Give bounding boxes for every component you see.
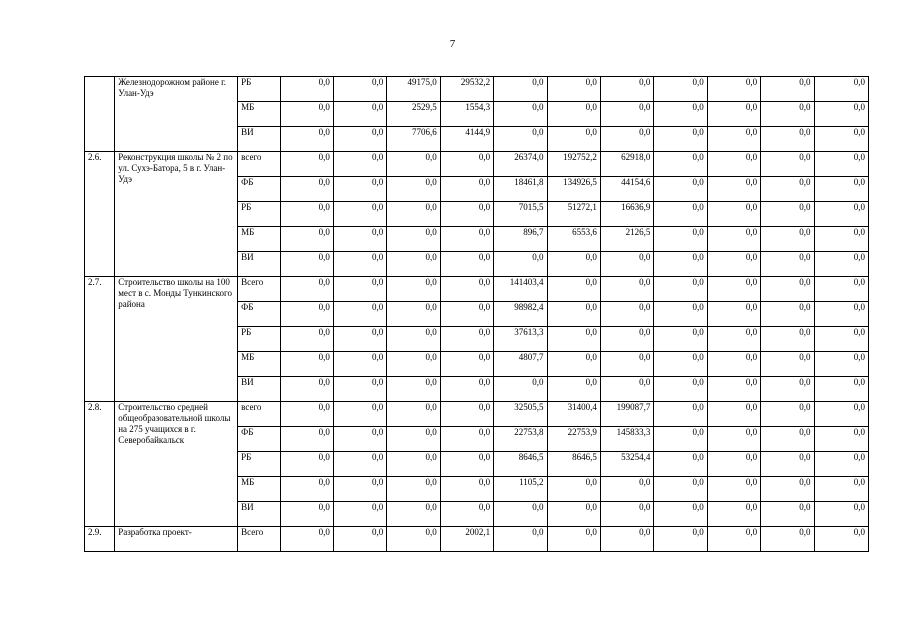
amount-cell: 22753,8 bbox=[494, 427, 547, 452]
amount-cell: 0,0 bbox=[761, 477, 814, 502]
amount-cell: 0,0 bbox=[814, 527, 868, 552]
funding-source: всего bbox=[238, 152, 281, 177]
amount-cell: 0,0 bbox=[814, 177, 868, 202]
amount-cell: 0,0 bbox=[440, 452, 493, 477]
table-row bbox=[85, 77, 869, 102]
amount-cell: 0,0 bbox=[387, 327, 440, 352]
amount-cell: 1105,2 bbox=[494, 477, 547, 502]
amount-cell: 0,0 bbox=[547, 302, 600, 327]
amount-cell: 0,0 bbox=[707, 527, 760, 552]
amount-cell: 0,0 bbox=[387, 202, 440, 227]
amount-cell: 0,0 bbox=[281, 102, 333, 127]
amount-cell: 0,0 bbox=[547, 502, 600, 527]
amount-cell: 0,0 bbox=[707, 102, 760, 127]
amount-cell: 0,0 bbox=[333, 377, 386, 402]
amount-cell: 37613,3 bbox=[494, 327, 547, 352]
amount-cell: 0,0 bbox=[281, 127, 333, 152]
amount-cell: 0,0 bbox=[600, 502, 653, 527]
amount-cell: 0,0 bbox=[333, 477, 386, 502]
funding-source: ВИ bbox=[238, 502, 281, 527]
amount-cell: 0,0 bbox=[707, 327, 760, 352]
amount-cell: 0,0 bbox=[761, 327, 814, 352]
amount-cell: 8646,5 bbox=[494, 452, 547, 477]
amount-cell: 0,0 bbox=[494, 127, 547, 152]
amount-cell: 0,0 bbox=[707, 252, 760, 277]
amount-cell: 0,0 bbox=[440, 402, 493, 427]
amount-cell: 2529,5 bbox=[387, 102, 440, 127]
amount-cell: 0,0 bbox=[547, 252, 600, 277]
amount-cell: 0,0 bbox=[440, 302, 493, 327]
amount-cell: 0,0 bbox=[814, 152, 868, 177]
amount-cell: 0,0 bbox=[281, 302, 333, 327]
amount-cell: 0,0 bbox=[494, 377, 547, 402]
item-name: Реконструкция школы № 2 по ул. Сухэ-Батора, 5 в г. Улан-Удэ bbox=[115, 152, 238, 277]
amount-cell: 0,0 bbox=[707, 352, 760, 377]
funding-source: МБ bbox=[238, 477, 281, 502]
amount-cell: 0,0 bbox=[600, 327, 653, 352]
amount-cell: 0,0 bbox=[440, 477, 493, 502]
amount-cell: 192752,2 bbox=[547, 152, 600, 177]
amount-cell: 0,0 bbox=[333, 152, 386, 177]
amount-cell: 0,0 bbox=[600, 77, 653, 102]
amount-cell: 0,0 bbox=[387, 302, 440, 327]
amount-cell: 0,0 bbox=[761, 227, 814, 252]
amount-cell: 51272,1 bbox=[547, 202, 600, 227]
amount-cell: 0,0 bbox=[547, 377, 600, 402]
amount-cell: 0,0 bbox=[814, 302, 868, 327]
item-number: 2.9. bbox=[85, 527, 115, 552]
amount-cell: 0,0 bbox=[333, 102, 386, 127]
amount-cell: 0,0 bbox=[761, 502, 814, 527]
amount-cell: 0,0 bbox=[547, 527, 600, 552]
amount-cell: 0,0 bbox=[333, 127, 386, 152]
amount-cell: 0,0 bbox=[281, 177, 333, 202]
amount-cell: 0,0 bbox=[281, 77, 333, 102]
amount-cell: 0,0 bbox=[281, 377, 333, 402]
amount-cell: 0,0 bbox=[654, 452, 707, 477]
funding-source: МБ bbox=[238, 352, 281, 377]
amount-cell: 0,0 bbox=[707, 227, 760, 252]
funding-source: РБ bbox=[238, 327, 281, 352]
funding-source: РБ bbox=[238, 77, 281, 102]
amount-cell: 0,0 bbox=[707, 152, 760, 177]
amount-cell: 0,0 bbox=[387, 352, 440, 377]
amount-cell: 0,0 bbox=[761, 302, 814, 327]
amount-cell: 29532,2 bbox=[440, 77, 493, 102]
funding-source: РБ bbox=[238, 202, 281, 227]
amount-cell: 199087,7 bbox=[600, 402, 653, 427]
funding-source: всего bbox=[238, 402, 281, 427]
amount-cell: 0,0 bbox=[494, 77, 547, 102]
funding-source: ФБ bbox=[238, 302, 281, 327]
amount-cell: 0,0 bbox=[547, 352, 600, 377]
amount-cell: 0,0 bbox=[333, 327, 386, 352]
amount-cell: 0,0 bbox=[654, 477, 707, 502]
amount-cell: 0,0 bbox=[440, 177, 493, 202]
amount-cell: 0,0 bbox=[547, 327, 600, 352]
amount-cell: 0,0 bbox=[814, 352, 868, 377]
amount-cell: 0,0 bbox=[600, 277, 653, 302]
amount-cell: 0,0 bbox=[281, 352, 333, 377]
amount-cell: 0,0 bbox=[600, 252, 653, 277]
amount-cell: 0,0 bbox=[333, 452, 386, 477]
amount-cell: 0,0 bbox=[440, 152, 493, 177]
amount-cell: 0,0 bbox=[281, 277, 333, 302]
amount-cell: 8646,5 bbox=[547, 452, 600, 477]
amount-cell: 0,0 bbox=[814, 127, 868, 152]
amount-cell: 0,0 bbox=[654, 127, 707, 152]
amount-cell: 7706,6 bbox=[387, 127, 440, 152]
amount-cell: 44154,6 bbox=[600, 177, 653, 202]
amount-cell: 0,0 bbox=[761, 177, 814, 202]
item-name: Разработка проект- bbox=[115, 527, 238, 552]
amount-cell: 0,0 bbox=[654, 352, 707, 377]
amount-cell: 0,0 bbox=[761, 402, 814, 427]
amount-cell: 0,0 bbox=[707, 452, 760, 477]
amount-cell: 0,0 bbox=[654, 402, 707, 427]
amount-cell: 0,0 bbox=[440, 252, 493, 277]
amount-cell: 0,0 bbox=[333, 177, 386, 202]
funding-source: МБ bbox=[238, 227, 281, 252]
amount-cell: 0,0 bbox=[494, 527, 547, 552]
amount-cell: 0,0 bbox=[654, 202, 707, 227]
funding-source: ФБ bbox=[238, 427, 281, 452]
amount-cell: 0,0 bbox=[707, 127, 760, 152]
amount-cell: 0,0 bbox=[600, 477, 653, 502]
amount-cell: 1554,3 bbox=[440, 102, 493, 127]
item-number: 2.8. bbox=[85, 402, 115, 527]
amount-cell: 0,0 bbox=[814, 427, 868, 452]
amount-cell: 0,0 bbox=[600, 127, 653, 152]
amount-cell: 0,0 bbox=[547, 477, 600, 502]
amount-cell: 0,0 bbox=[814, 102, 868, 127]
amount-cell: 0,0 bbox=[600, 302, 653, 327]
amount-cell: 0,0 bbox=[281, 527, 333, 552]
amount-cell: 0,0 bbox=[281, 152, 333, 177]
amount-cell: 0,0 bbox=[281, 427, 333, 452]
amount-cell: 0,0 bbox=[814, 77, 868, 102]
amount-cell: 0,0 bbox=[494, 102, 547, 127]
amount-cell: 0,0 bbox=[600, 352, 653, 377]
amount-cell: 0,0 bbox=[387, 402, 440, 427]
funding-source: Всего bbox=[238, 277, 281, 302]
table-row bbox=[85, 277, 869, 302]
amount-cell: 0,0 bbox=[654, 277, 707, 302]
amount-cell: 0,0 bbox=[600, 527, 653, 552]
amount-cell: 0,0 bbox=[281, 402, 333, 427]
amount-cell: 0,0 bbox=[281, 327, 333, 352]
amount-cell: 31400,4 bbox=[547, 402, 600, 427]
amount-cell: 0,0 bbox=[707, 277, 760, 302]
funding-source: ВИ bbox=[238, 377, 281, 402]
amount-cell: 0,0 bbox=[707, 77, 760, 102]
amount-cell: 2002,1 bbox=[440, 527, 493, 552]
amount-cell: 0,0 bbox=[281, 477, 333, 502]
amount-cell: 141403,4 bbox=[494, 277, 547, 302]
amount-cell: 0,0 bbox=[547, 127, 600, 152]
amount-cell: 0,0 bbox=[654, 77, 707, 102]
amount-cell: 0,0 bbox=[761, 202, 814, 227]
amount-cell: 0,0 bbox=[494, 502, 547, 527]
amount-cell: 0,0 bbox=[761, 127, 814, 152]
amount-cell: 0,0 bbox=[387, 277, 440, 302]
amount-cell: 0,0 bbox=[707, 202, 760, 227]
amount-cell: 0,0 bbox=[814, 502, 868, 527]
amount-cell: 0,0 bbox=[333, 352, 386, 377]
amount-cell: 22753,9 bbox=[547, 427, 600, 452]
amount-cell: 0,0 bbox=[440, 227, 493, 252]
item-number: 2.7. bbox=[85, 277, 115, 402]
amount-cell: 6553,6 bbox=[547, 227, 600, 252]
amount-cell: 0,0 bbox=[654, 427, 707, 452]
amount-cell: 0,0 bbox=[387, 177, 440, 202]
amount-cell: 0,0 bbox=[440, 327, 493, 352]
amount-cell: 0,0 bbox=[814, 402, 868, 427]
amount-cell: 0,0 bbox=[281, 252, 333, 277]
amount-cell: 32505,5 bbox=[494, 402, 547, 427]
funding-source: ВИ bbox=[238, 252, 281, 277]
amount-cell: 0,0 bbox=[387, 452, 440, 477]
amount-cell: 0,0 bbox=[654, 327, 707, 352]
amount-cell: 0,0 bbox=[814, 202, 868, 227]
amount-cell: 0,0 bbox=[707, 402, 760, 427]
amount-cell: 0,0 bbox=[814, 327, 868, 352]
amount-cell: 0,0 bbox=[654, 252, 707, 277]
amount-cell: 0,0 bbox=[654, 302, 707, 327]
amount-cell: 0,0 bbox=[761, 252, 814, 277]
amount-cell: 0,0 bbox=[707, 377, 760, 402]
amount-cell: 0,0 bbox=[333, 277, 386, 302]
amount-cell: 0,0 bbox=[761, 377, 814, 402]
amount-cell: 0,0 bbox=[654, 502, 707, 527]
amount-cell: 0,0 bbox=[440, 202, 493, 227]
amount-cell: 0,0 bbox=[600, 377, 653, 402]
amount-cell: 62918,0 bbox=[600, 152, 653, 177]
amount-cell: 0,0 bbox=[761, 527, 814, 552]
amount-cell: 0,0 bbox=[387, 152, 440, 177]
amount-cell: 0,0 bbox=[707, 302, 760, 327]
amount-cell: 0,0 bbox=[333, 502, 386, 527]
amount-cell: 134926,5 bbox=[547, 177, 600, 202]
amount-cell: 16636,9 bbox=[600, 202, 653, 227]
funding-source: Всего bbox=[238, 527, 281, 552]
amount-cell: 0,0 bbox=[333, 427, 386, 452]
amount-cell: 0,0 bbox=[494, 252, 547, 277]
budget-table bbox=[84, 76, 869, 552]
amount-cell: 0,0 bbox=[600, 102, 653, 127]
amount-cell: 0,0 bbox=[387, 427, 440, 452]
amount-cell: 98982,4 bbox=[494, 302, 547, 327]
amount-cell: 0,0 bbox=[387, 377, 440, 402]
item-name: Строительство школы на 100 мест в с. Монды Тункинского района bbox=[115, 277, 238, 402]
amount-cell: 4144,9 bbox=[440, 127, 493, 152]
funding-source: МБ bbox=[238, 102, 281, 127]
amount-cell: 0,0 bbox=[707, 477, 760, 502]
amount-cell: 0,0 bbox=[281, 452, 333, 477]
amount-cell: 0,0 bbox=[387, 527, 440, 552]
amount-cell: 0,0 bbox=[814, 377, 868, 402]
amount-cell: 0,0 bbox=[333, 227, 386, 252]
amount-cell: 0,0 bbox=[654, 102, 707, 127]
amount-cell: 0,0 bbox=[440, 352, 493, 377]
amount-cell: 18461,8 bbox=[494, 177, 547, 202]
amount-cell: 0,0 bbox=[654, 377, 707, 402]
amount-cell: 0,0 bbox=[761, 352, 814, 377]
amount-cell: 0,0 bbox=[707, 177, 760, 202]
amount-cell: 0,0 bbox=[440, 427, 493, 452]
amount-cell: 0,0 bbox=[387, 477, 440, 502]
amount-cell: 0,0 bbox=[761, 427, 814, 452]
amount-cell: 0,0 bbox=[761, 452, 814, 477]
amount-cell: 0,0 bbox=[387, 252, 440, 277]
amount-cell: 0,0 bbox=[707, 427, 760, 452]
amount-cell: 0,0 bbox=[281, 502, 333, 527]
amount-cell: 26374,0 bbox=[494, 152, 547, 177]
amount-cell: 0,0 bbox=[761, 102, 814, 127]
amount-cell: 0,0 bbox=[654, 152, 707, 177]
amount-cell: 4807,7 bbox=[494, 352, 547, 377]
amount-cell: 0,0 bbox=[333, 252, 386, 277]
amount-cell: 2126,5 bbox=[600, 227, 653, 252]
amount-cell: 0,0 bbox=[547, 102, 600, 127]
amount-cell: 0,0 bbox=[761, 277, 814, 302]
amount-cell: 0,0 bbox=[440, 502, 493, 527]
amount-cell: 0,0 bbox=[547, 77, 600, 102]
funding-source: ФБ bbox=[238, 177, 281, 202]
amount-cell: 0,0 bbox=[654, 527, 707, 552]
amount-cell: 0,0 bbox=[547, 277, 600, 302]
amount-cell: 0,0 bbox=[333, 202, 386, 227]
table-row bbox=[85, 152, 869, 177]
amount-cell: 49175,0 bbox=[387, 77, 440, 102]
page-number: 7 bbox=[449, 38, 456, 50]
amount-cell: 0,0 bbox=[333, 77, 386, 102]
item-name: Железнодорожном районе г. Улан-Удэ bbox=[115, 77, 238, 152]
amount-cell: 0,0 bbox=[387, 502, 440, 527]
amount-cell: 0,0 bbox=[707, 502, 760, 527]
amount-cell: 0,0 bbox=[814, 452, 868, 477]
amount-cell: 0,0 bbox=[440, 277, 493, 302]
item-name: Строительство средней общеобразовательной школы на 275 учащихся в г. Северобайкальск bbox=[115, 402, 238, 527]
amount-cell: 0,0 bbox=[761, 152, 814, 177]
amount-cell: 0,0 bbox=[654, 227, 707, 252]
amount-cell: 0,0 bbox=[333, 527, 386, 552]
amount-cell: 0,0 bbox=[654, 177, 707, 202]
amount-cell: 0,0 bbox=[387, 227, 440, 252]
amount-cell: 145833,3 bbox=[600, 427, 653, 452]
table-row bbox=[85, 402, 869, 427]
amount-cell: 7015,5 bbox=[494, 202, 547, 227]
amount-cell: 0,0 bbox=[814, 277, 868, 302]
item-number bbox=[85, 77, 115, 152]
amount-cell: 0,0 bbox=[333, 302, 386, 327]
item-number: 2.6. bbox=[85, 152, 115, 277]
funding-source: РБ bbox=[238, 452, 281, 477]
amount-cell: 0,0 bbox=[281, 202, 333, 227]
amount-cell: 896,7 bbox=[494, 227, 547, 252]
amount-cell: 0,0 bbox=[761, 77, 814, 102]
amount-cell: 0,0 bbox=[814, 252, 868, 277]
amount-cell: 0,0 bbox=[281, 227, 333, 252]
amount-cell: 0,0 bbox=[814, 477, 868, 502]
funding-source: ВИ bbox=[238, 127, 281, 152]
amount-cell: 0,0 bbox=[440, 377, 493, 402]
amount-cell: 0,0 bbox=[814, 227, 868, 252]
amount-cell: 0,0 bbox=[333, 402, 386, 427]
table-row bbox=[85, 527, 869, 552]
amount-cell: 53254,4 bbox=[600, 452, 653, 477]
